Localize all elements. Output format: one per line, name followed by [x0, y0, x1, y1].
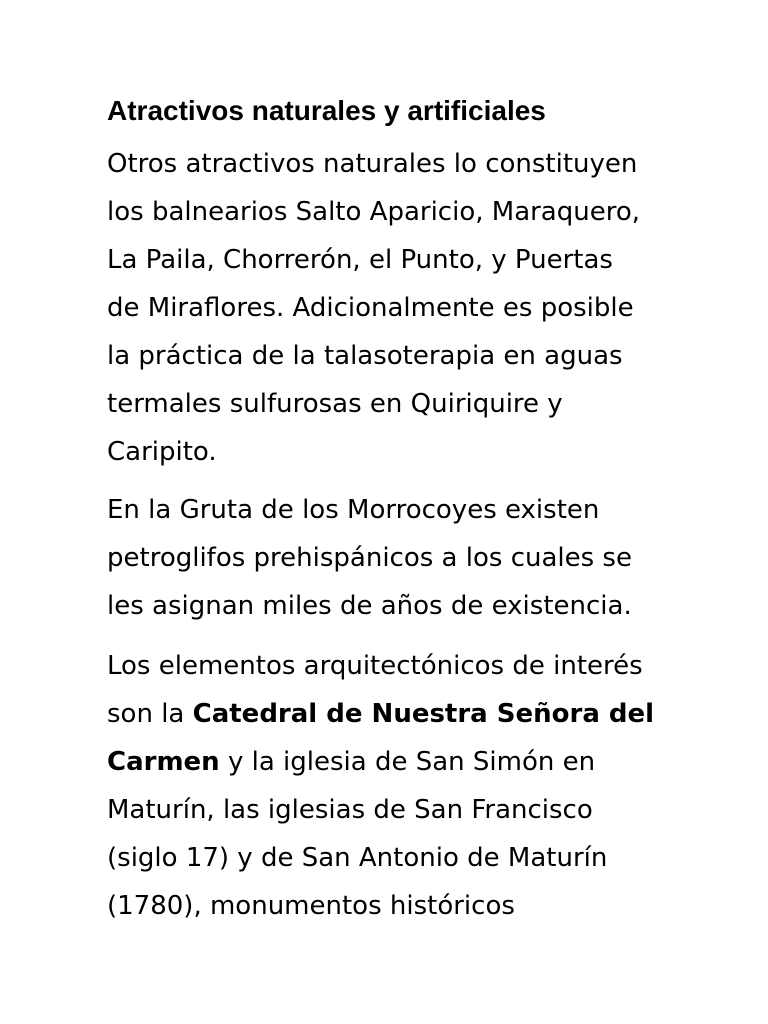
- paragraph-line: termales sulfurosas en Quiriquire y: [107, 389, 563, 419]
- paragraph-petroglyphs: [107, 486, 668, 630]
- paragraph-line: [107, 690, 668, 738]
- paragraph-line: Los elementos arquitectónicos de interés: [107, 651, 643, 681]
- paragraph-line: la práctica de la talasoterapia en aguas: [107, 341, 623, 371]
- paragraph-line: (siglo 17) y de San Antonio de Maturín: [107, 843, 608, 873]
- paragraph-line: Caripito.: [107, 437, 217, 467]
- paragraph-line: Maturín, las iglesias de San Francisco: [107, 795, 593, 825]
- page-title: Atractivos naturales y artificiales: [107, 95, 546, 126]
- line-text: son la: [107, 699, 193, 729]
- cathedral-name-bold-continued: Carmen: [107, 747, 220, 777]
- paragraph-natural-attractions: [107, 140, 668, 476]
- paragraph-line: de Miraflores. Adicionalmente es posible: [107, 293, 634, 323]
- paragraph-line: petroglifos prehispánicos a los cuales se: [107, 543, 632, 573]
- paragraph-line: La Paila, Chorrerón, el Punto, y Puertas: [107, 245, 613, 275]
- paragraph-line: los balnearios Salto Aparicio, Maraquero,: [107, 197, 641, 227]
- paragraph-line: les asignan miles de años de existencia.: [107, 591, 632, 621]
- paragraph-line: Otros atractivos naturales lo constituyen: [107, 149, 638, 179]
- paragraph-line: En la Gruta de los Morrocoyes existen: [107, 495, 600, 525]
- paragraph-architecture: [107, 642, 668, 930]
- cathedral-name-bold: Catedral de Nuestra Señora del: [192, 699, 655, 729]
- paragraph-line: [107, 738, 668, 786]
- paragraph-line: (1780), monumentos históricos: [107, 891, 515, 921]
- line-text: y la iglesia de San Simón en: [219, 747, 596, 777]
